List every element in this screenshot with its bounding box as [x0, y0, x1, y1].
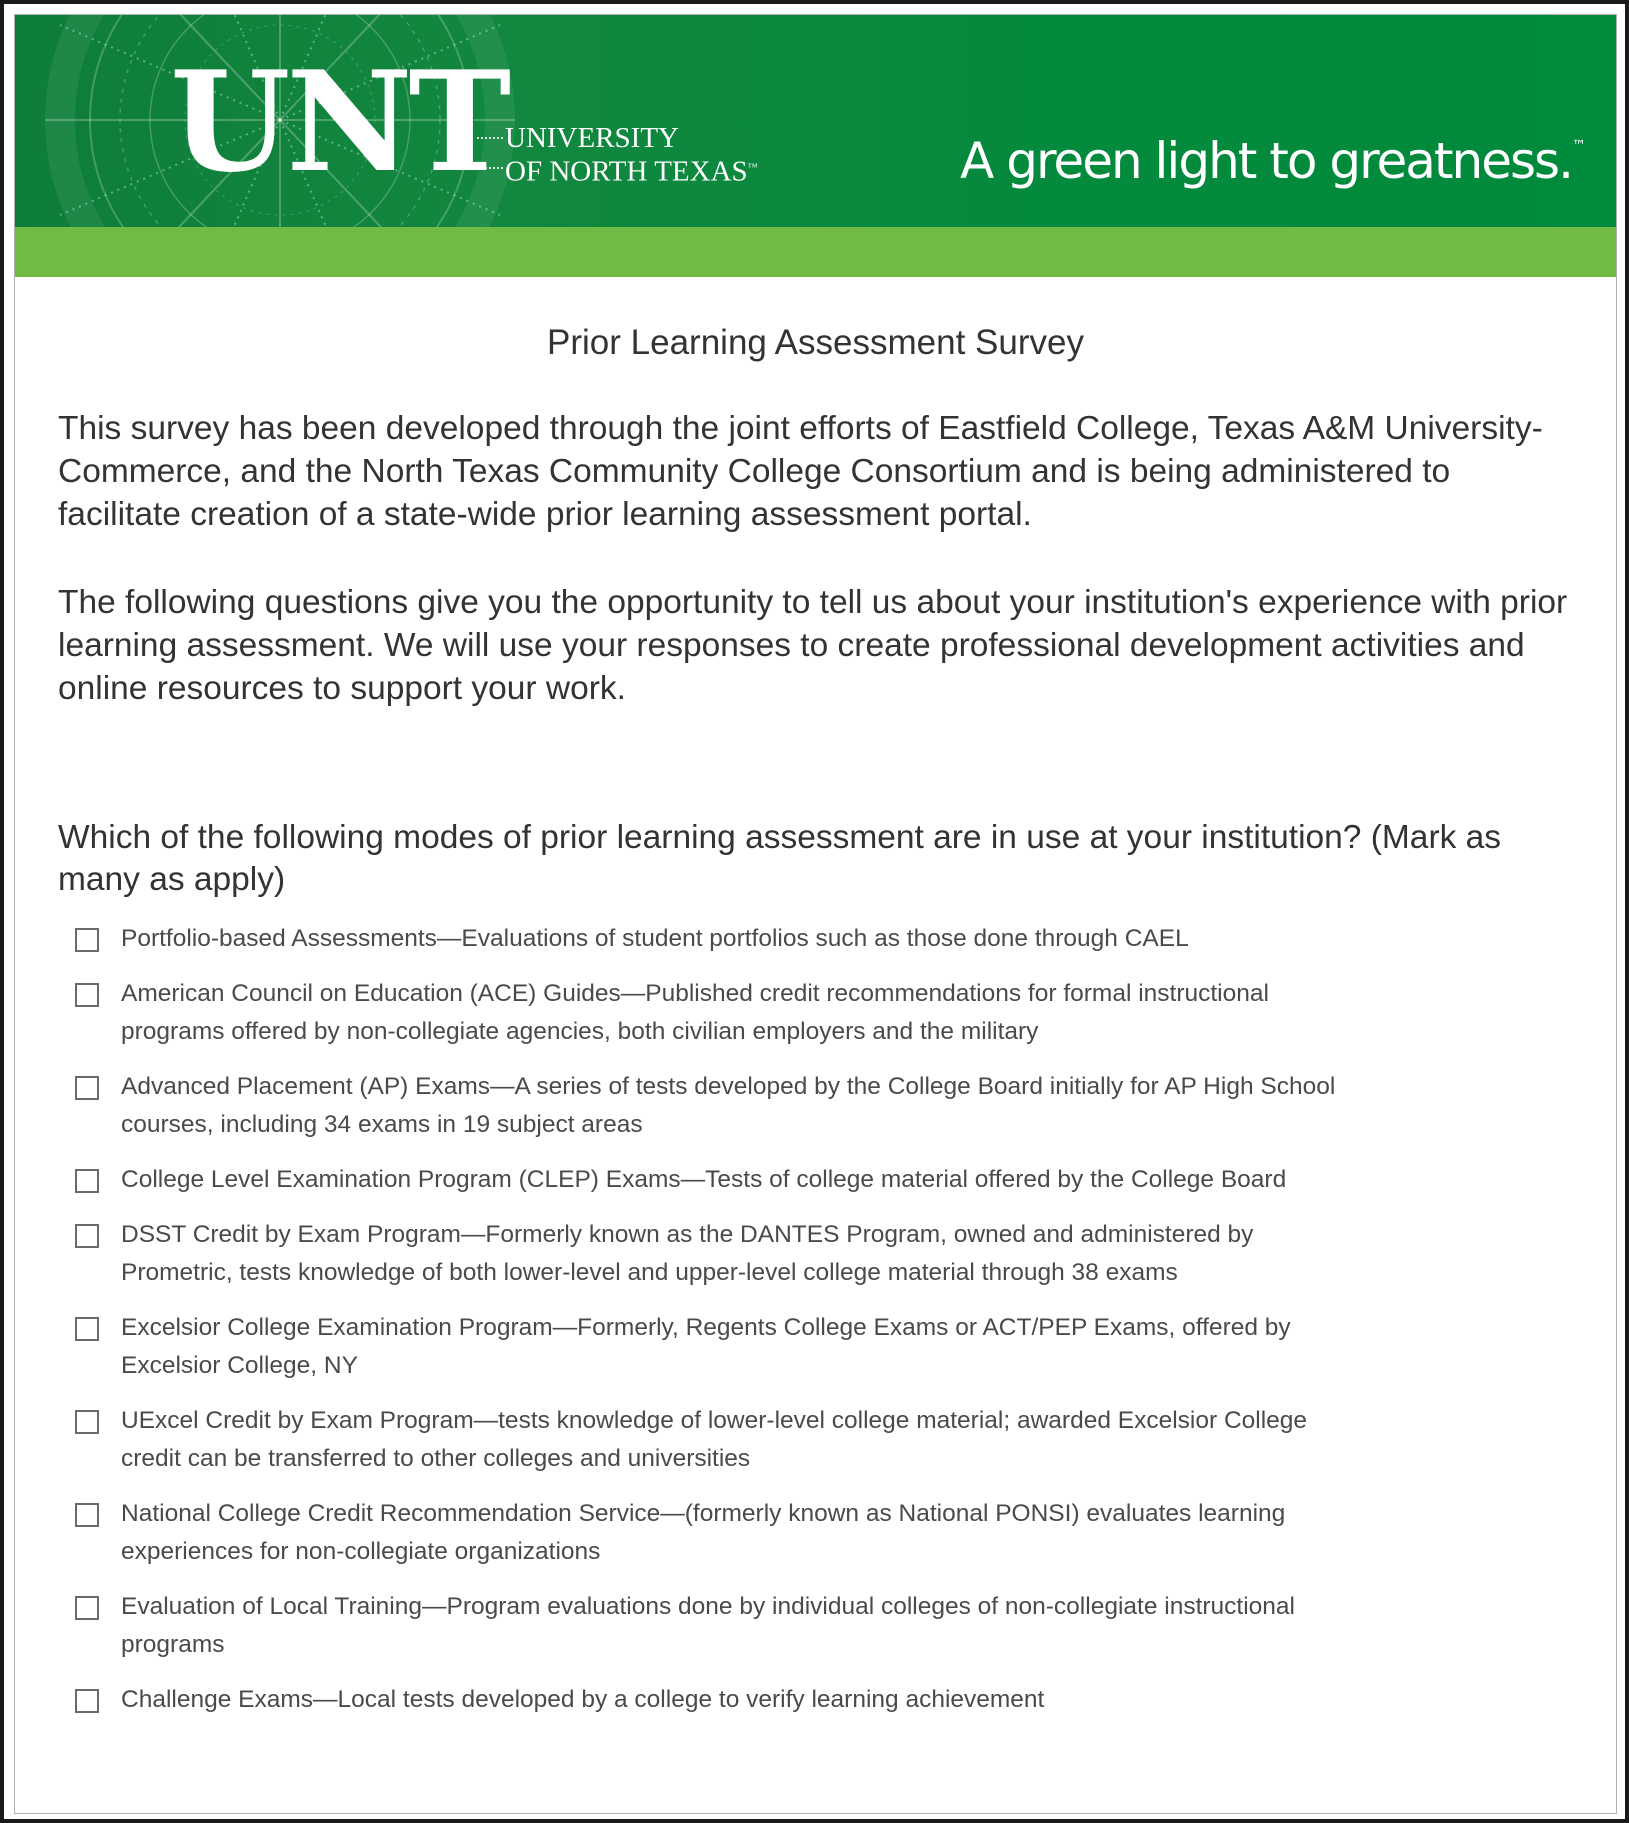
option-item[interactable] — [75, 1309, 1375, 1385]
logo-dotted-rule — [477, 137, 503, 139]
option-item[interactable] — [75, 1216, 1375, 1292]
option-label[interactable]: American Council on Education (ACE) Guides—Published credit recommendations for formal instructional programs offered by non-collegiate agencies, both civilian employers and the military — [121, 980, 1269, 1045]
option-item[interactable] — [75, 920, 1375, 958]
question-text: Which of the following modes of prior learning assessment are in use at your institution? (Mark as many as apply) — [58, 819, 1502, 898]
option-label[interactable]: Portfolio-based Assessments—Evaluations of student portfolios such as those done through CAEL — [121, 925, 1189, 952]
logo-line-1: UNIVERSITY — [505, 122, 679, 154]
checkbox[interactable] — [75, 1224, 99, 1248]
option-label[interactable]: College Level Examination Program (CLEP) Exams—Tests of college material offered by the College Board — [121, 1166, 1287, 1193]
option-label[interactable]: UExcel Credit by Exam Program—tests knowledge of lower-level college material; awarded Excelsior College credit can be transferred to other colleges and universities — [121, 1407, 1308, 1472]
checkbox[interactable] — [75, 1076, 99, 1100]
logo-tm: ™ — [747, 162, 758, 173]
checkbox[interactable] — [75, 928, 99, 952]
unt-logo-wordmark: UNT — [170, 40, 508, 203]
checkbox[interactable] — [75, 1169, 99, 1193]
checkbox[interactable] — [75, 1317, 99, 1341]
unt-logo-university-name — [505, 123, 757, 187]
option-label[interactable]: Excelsior College Examination Program—Formerly, Regents College Exams or ACT/PEP Exams, offered by Excelsior College, NY — [121, 1314, 1291, 1379]
option-label[interactable]: National College Credit Recommendation Service—(formerly known as National PONSI) evaluates learning experiences for non-collegiate organizations — [121, 1500, 1286, 1565]
option-item[interactable] — [75, 1402, 1375, 1478]
option-list — [75, 920, 1375, 1736]
survey-page — [14, 14, 1617, 1814]
checkbox[interactable] — [75, 1410, 99, 1434]
intro-paragraph-1: This survey has been developed through the joint efforts of Eastfield College, Texas A&M University-Commerce, and the North Texas Community College Consortium and is being administered to facilitate creation of a state-wide prior learning assessment portal. — [58, 410, 1543, 533]
option-item[interactable] — [75, 975, 1375, 1051]
logo-line-2 — [505, 153, 757, 187]
option-label[interactable]: Advanced Placement (AP) Exams—A series of tests developed by the College Board initially for AP High School courses, including 34 exams in 19 subject areas — [121, 1073, 1336, 1138]
option-label[interactable]: DSST Credit by Exam Program—Formerly known as the DANTES Program, owned and administered by Prometric, tests knowledge of both lower-level and upper-level college material through 38 exams — [121, 1221, 1254, 1286]
survey-title: Prior Learning Assessment Survey — [547, 323, 1084, 362]
tagline-text: A green light to greatness. — [960, 132, 1572, 190]
option-item[interactable] — [75, 1681, 1375, 1719]
logo-line-2-text: OF NORTH TEXAS — [505, 155, 748, 188]
option-item[interactable] — [75, 1495, 1375, 1571]
logo-dotted-rule — [477, 167, 503, 169]
option-item[interactable] — [75, 1068, 1375, 1144]
option-label[interactable]: Challenge Exams—Local tests developed by a college to verify learning achievement — [121, 1686, 1045, 1713]
checkbox[interactable] — [75, 1503, 99, 1527]
checkbox[interactable] — [75, 1596, 99, 1620]
unt-banner — [15, 15, 1616, 227]
banner-accent-stripe — [15, 227, 1616, 277]
tagline — [960, 132, 1586, 190]
option-label[interactable]: Evaluation of Local Training—Program evaluations done by individual colleges of non-collegiate instructional programs — [121, 1593, 1295, 1658]
checkbox[interactable] — [75, 1689, 99, 1713]
tagline-tm: ™ — [1572, 138, 1586, 154]
option-item[interactable] — [75, 1588, 1375, 1664]
checkbox[interactable] — [75, 983, 99, 1007]
intro-paragraph-2: The following questions give you the opportunity to tell us about your institution's experience with prior learning assessment. We will use your responses to create professional development activities and online resources to support your work. — [58, 584, 1568, 707]
option-item[interactable] — [75, 1161, 1375, 1199]
